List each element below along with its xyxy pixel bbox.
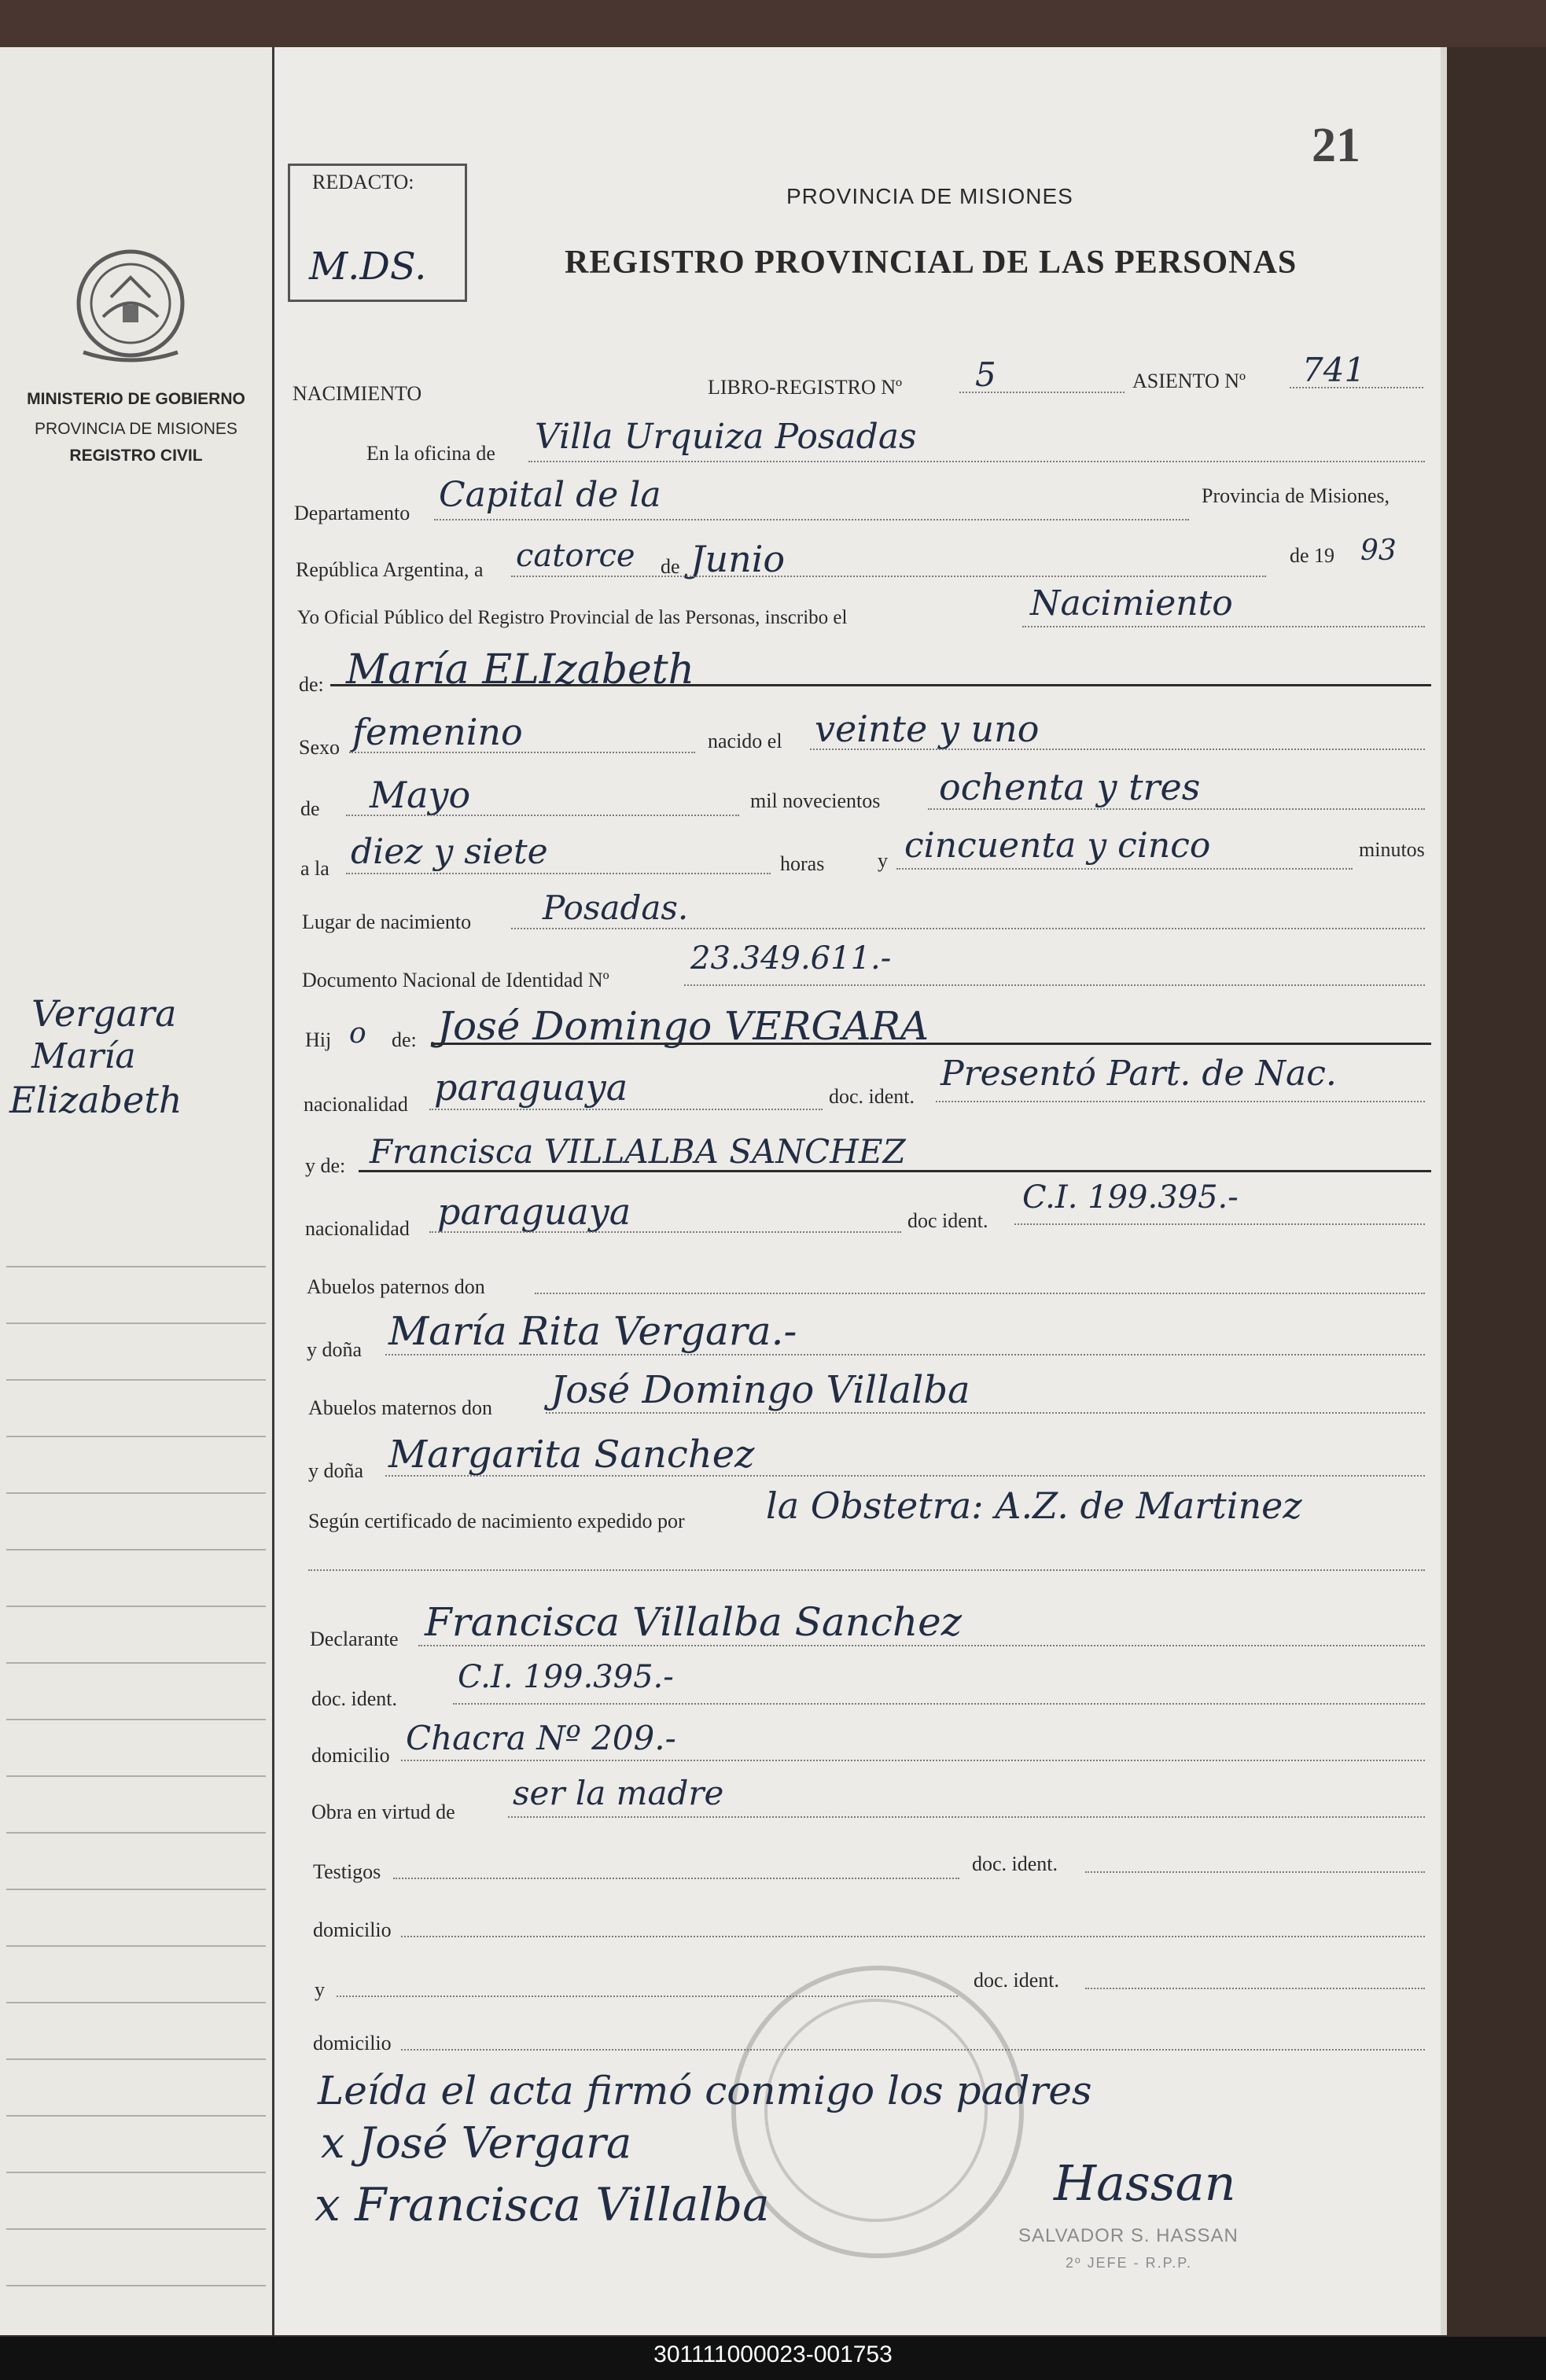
asiento-label: ASIENTO Nº [1132,370,1246,392]
ministry-label: MINISTERIO DE GOBIERNO [27,390,245,408]
docident-test1-line [1085,1871,1425,1873]
domicilio3-label: domicilio [313,2032,392,2054]
de-label-1: de [661,555,680,578]
nombre-underline [330,684,1431,686]
mil-label: mil novecientos [750,789,881,812]
hijo-o: o [349,1017,366,1050]
testigos-line [393,1878,959,1879]
declarante-value: Francisca Villalba Sanchez [425,1599,963,1645]
madre-underline [359,1170,1431,1172]
doc-padre-line [936,1101,1425,1102]
y2-label: y [315,1978,325,2001]
hora-value: diez y siete [351,832,548,872]
min-line [896,868,1353,870]
nac-padre-label: nacionalidad [304,1093,408,1116]
mes-nac-line [346,815,739,816]
docident-test2-line [1085,1988,1425,1989]
nacido-line [810,749,1425,750]
asiento-value: 741 [1302,351,1366,389]
nac-madre-line [429,1231,901,1233]
signature-mother: x Francisca Villalba [315,2178,770,2231]
docident-decl-label: doc. ident. [311,1687,398,1710]
nacimiento-label: NACIMIENTO [293,382,422,405]
docident-test1-label: doc. ident. [972,1852,1058,1875]
oficial-value: Nacimiento [1030,583,1233,624]
dia-value: catorce [516,538,635,574]
asiento-line [1290,387,1423,388]
abpat-dona-line [385,1354,1425,1356]
signature-father: x José Vergara [321,2118,632,2168]
docident-madre-label: doc ident. [907,1209,988,1232]
anio-value: 93 [1360,535,1397,567]
background-strip [0,0,1546,47]
republica-label: República Argentina, a [296,558,484,581]
lugar-label: Lugar de nacimiento [302,910,472,933]
hora-line [346,873,771,874]
declarante-line [418,1645,1425,1646]
abpat-dona-value: María Rita Vergara.- [388,1308,797,1354]
mes-value: Junio [690,538,786,580]
docident-test2-label: doc. ident. [974,1969,1060,1992]
abmat-label: Abuelos maternos don [308,1396,492,1419]
testigos-label: Testigos [313,1860,381,1883]
redacto-label: REDACTO: [312,171,414,193]
folio-number: 21 [1312,119,1360,172]
nac-padre-line [429,1109,823,1110]
coat-of-arms-icon [68,242,193,368]
civil-registry-label: REGISTRO CIVIL [69,447,203,465]
libro-line [959,392,1125,393]
province-heading: PROVINCIA DE MISIONES [786,184,1073,208]
abmat-don-line [546,1412,1425,1414]
margin-note-surname: Vergara [31,992,177,1035]
doc-madre-value: C.I. 199.395.- [1022,1179,1239,1216]
abmat-don-value: José Domingo Villalba [550,1368,970,1412]
sexo-value: femenino [352,711,523,753]
signature-official: Hassan [1054,2154,1236,2212]
oficial-label: Yo Oficial Público del Registro Provincial de las Personas, inscribo el [297,607,848,628]
libro-label: LIBRO-REGISTRO Nº [708,376,903,399]
nacido-value: veinte y uno [815,708,1040,750]
doc-decl-value: C.I. 199.395.- [458,1659,674,1695]
lugar-line [511,928,1425,929]
abpat-line [535,1293,1425,1294]
nac-madre-label: nacionalidad [305,1217,410,1240]
hijo-de-label: de: [392,1028,417,1051]
ydona1-label: y doña [307,1338,363,1361]
official-title: 2º JEFE - R.P.P. [1066,2255,1192,2271]
yde-label: y de: [305,1154,346,1177]
declarante-label: Declarante [310,1628,399,1650]
doc-madre-line [1014,1223,1425,1225]
doc-decl-line [453,1703,1425,1705]
doc-padre-value: Presentó Part. de Nac. [940,1054,1337,1094]
oficina-line [528,461,1425,462]
obra-value: ser la madre [513,1774,724,1812]
hijo-label: Hij [305,1028,332,1051]
nacido-label: nacido el [708,730,782,752]
segun-label: Según certificado de nacimiento expedido por [308,1510,685,1532]
padre-value: José Domingo VERGARA [437,1003,929,1049]
libro-value: 5 [975,355,996,394]
obra-label: Obra en virtud de [311,1801,455,1823]
redacto-box [288,164,467,302]
segun-line-2 [308,1569,1425,1571]
ala-label: a la [300,857,329,880]
y-label: y [878,849,888,872]
provincia-label: Provincia de Misiones, [1202,484,1390,507]
province-label: PROVINCIA DE MISIONES [35,420,237,438]
fecha-line [511,576,1266,577]
registry-heading: REGISTRO PROVINCIAL DE LAS PERSONAS [565,245,1298,281]
leida-text: Leída el acta firmó conmigo los padres [318,2068,1092,2113]
oficina-label: En la oficina de [366,442,495,465]
min-value: cincuenta y cinco [904,826,1211,866]
sexo-line [349,752,695,753]
official-name: SALVADOR S. HASSAN [1018,2225,1239,2246]
domicilio2-line [401,1936,1425,1937]
mes-nac-value: Mayo [370,774,471,816]
image-caption: 301111000023-001753 [653,2341,893,2367]
nac-madre-value: paraguaya [437,1190,631,1233]
domicilio-value: Chacra Nº 209.- [406,1719,676,1757]
madre-value: Francisca VILLALBA SANCHEZ [370,1132,906,1171]
abmat-dona-line [385,1475,1425,1477]
docident-padre-label: doc. ident. [829,1085,915,1108]
redacto-value: M.DS. [309,245,427,289]
minutos-label: minutos [1359,838,1425,861]
de-label-name: de: [299,673,324,696]
nombre-value: María ELIzabeth [346,646,695,693]
domicilio-label: domicilio [311,1744,390,1767]
sexo-label: Sexo [299,736,340,759]
segun-value: la Obstetra: A.Z. de Martinez [766,1484,1302,1527]
domicilio2-label: domicilio [313,1918,392,1941]
margin-note-name1: María [31,1036,136,1076]
lugar-value: Posadas. [543,888,689,927]
departamento-value: Capital de la [439,475,661,515]
padre-underline [431,1043,1431,1045]
de-label-2: de [300,797,320,820]
horas-label: horas [780,852,825,875]
nac-padre-value: paraguaya [434,1066,628,1109]
dni-label: Documento Nacional de Identidad Nº [302,969,609,991]
departamento-label: Departamento [294,502,410,524]
anio-nac-line [928,808,1425,810]
abpat-label: Abuelos paternos don [307,1275,485,1298]
dni-line [684,984,1425,986]
anio-nac-value: ochenta y tres [939,766,1201,808]
dni-value: 23.349.611.- [690,940,892,977]
anio-label: de 19 [1290,544,1335,567]
margin-note-name2: Elizabeth [9,1079,182,1121]
oficial-line [1022,626,1425,627]
oficina-value: Villa Urquiza Posadas [535,417,917,457]
obra-line [508,1816,1425,1818]
domicilio-line [401,1760,1425,1761]
departamento-line [434,519,1189,521]
ydona2-label: y doña [308,1459,364,1482]
abmat-dona-value: Margarita Sanchez [388,1433,755,1477]
margin-ruled-lines [6,1211,266,2351]
